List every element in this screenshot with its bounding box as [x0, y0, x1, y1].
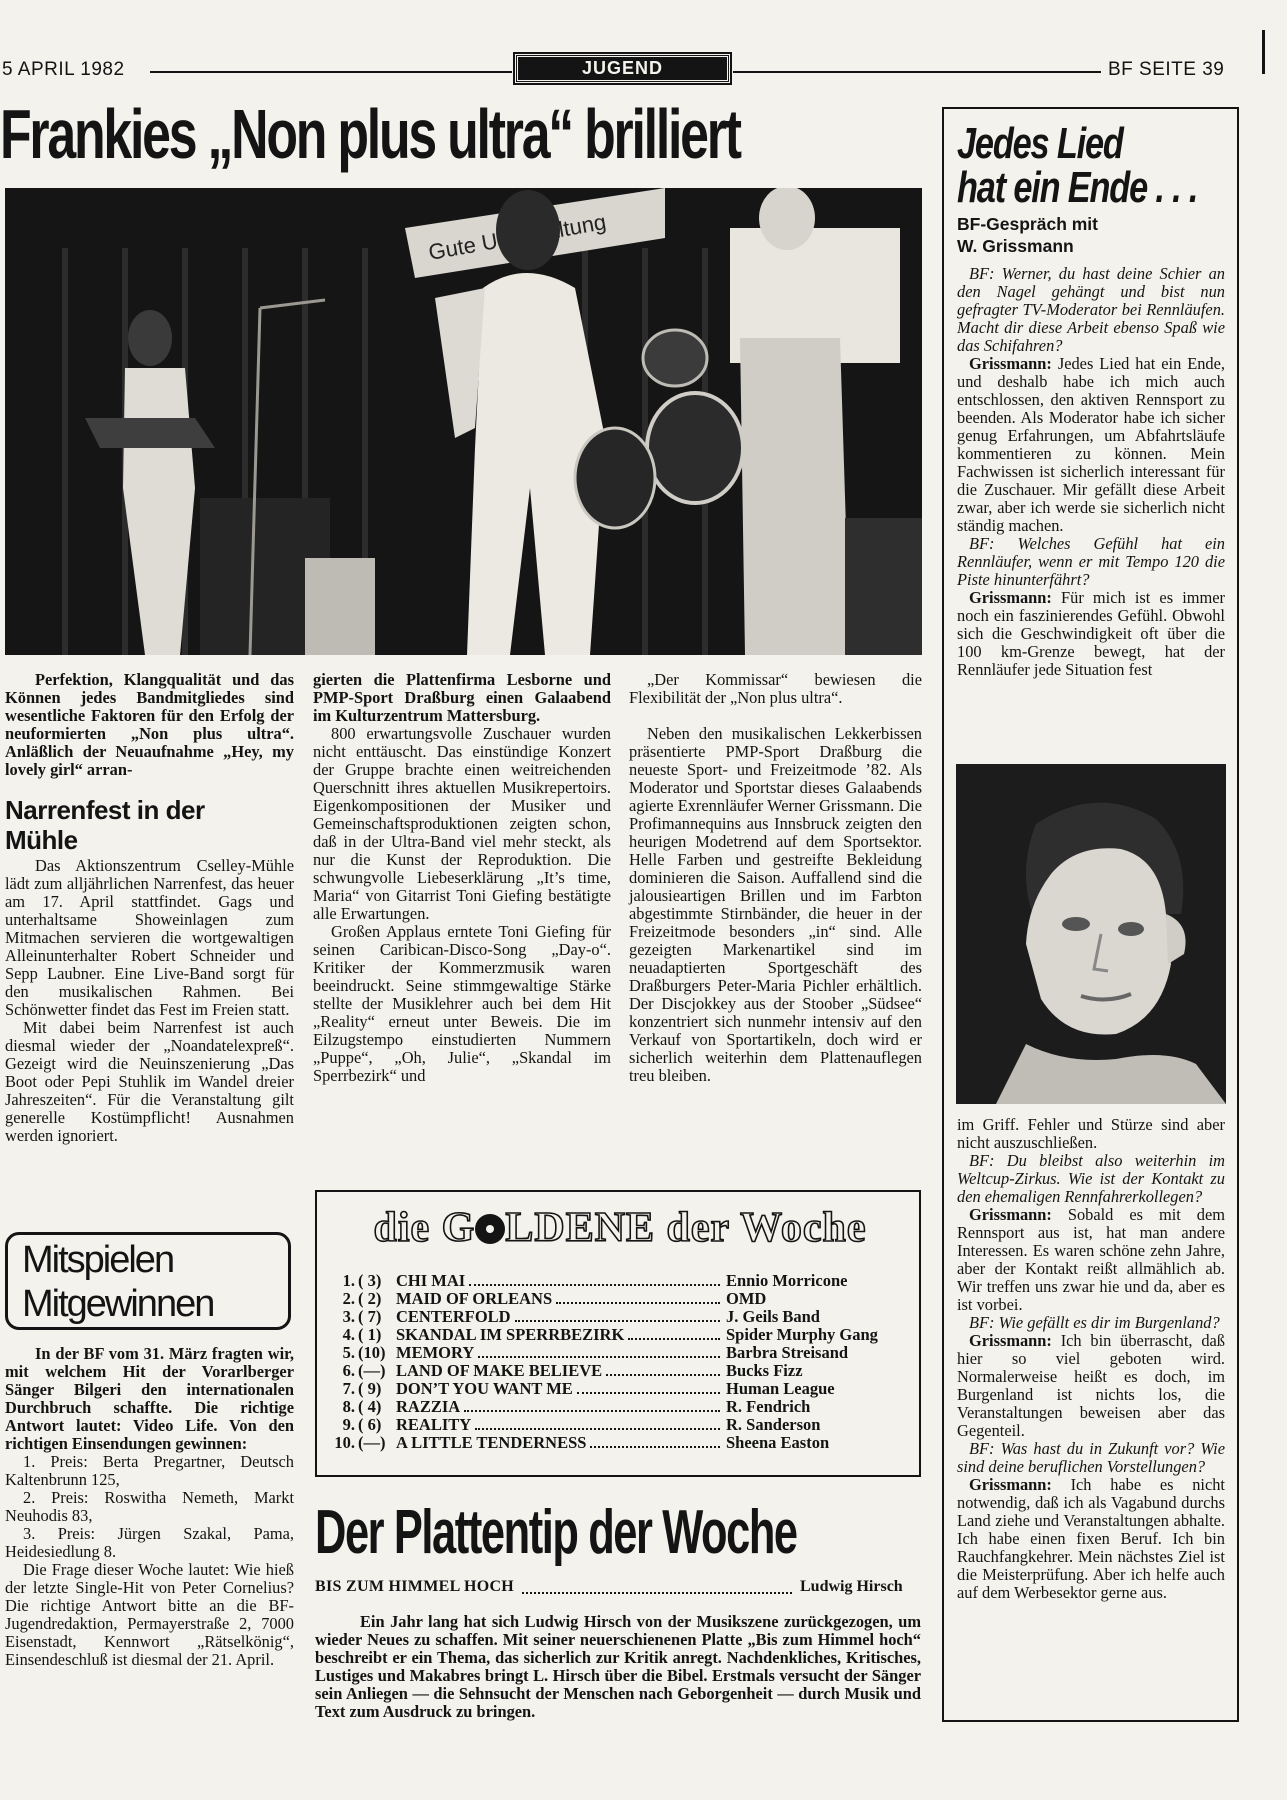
- article-col2: [313, 671, 611, 1085]
- headline: Frankies „Non plus ultra“ brilliert: [0, 95, 740, 173]
- chart-prev-rank: ( 9): [358, 1379, 382, 1398]
- chart-prev-rank: (10): [358, 1343, 386, 1362]
- header-date: 5 APRIL 1982: [2, 59, 125, 80]
- article-col2-p2: Großen Applaus erntete Toni Giefing für seinen Caribican-Disco-Song „Day-o“. Kritiker der Kommerzmusik waren beeindruckt. Seine stimmgewaltige Stärke stellte der Musiklehrer auch bei dem Hit „Reality“ erneut unter Beweis. Die im Eilzugstempo einstudierten Nummern „Puppe“, „Oh, Julie“, „Skandal im Sperrbezirk“ und: [313, 922, 611, 1085]
- chart-title: MEMORY: [396, 1343, 475, 1362]
- interview-a3-text: Sobald es mit dem Rennsport aus ist, hat man andere Interessen. Es waren schöne zehn Jahre, aber der Kontakt reißt allmählich ab. Wir treffen uns zwar hie und da, aber es ist vorbei.: [957, 1205, 1225, 1314]
- chart-rank: 3.: [342, 1307, 355, 1326]
- chart-leader-dots: [556, 1302, 720, 1304]
- contest-question: Die Frage dieser Woche lautet: Wie hieß der letzte Single-Hit von Peter Cornelius? Die richtige Antwort bitte an die BF-Jugendredaktion, Permayerstraße 2, 7000 Eisenstadt, Kennwort „Rätselkönig“, Einsendeschluß ist diesmal der 21. April.: [5, 1560, 294, 1669]
- article-col2-lead: gierten die Plattenfirma Lesborne und PMP-Sport Draßburg einen Galaabend im Kulturzentrum Mattersburg.: [313, 670, 611, 725]
- chart-prev-rank: (—): [358, 1361, 386, 1380]
- chart-artist: J. Geils Band: [726, 1307, 820, 1326]
- chart-leader-dots: [577, 1392, 720, 1394]
- chart-leader-dots: [475, 1428, 720, 1430]
- interview-a5-speaker: Grissmann:: [969, 1475, 1052, 1494]
- chart-artist: Spider Murphy Gang: [726, 1325, 878, 1344]
- chart-row: [331, 1398, 911, 1416]
- contest-intro: In der BF vom 31. März fragten wir, mit welchem Hit der Vorarlberger Sänger Bilgeri den internationalen Durchbruch schaffte. Die richtige Antwort lautet: Video Life. Von den richtigen Einsendungen gewinnen:: [5, 1344, 294, 1453]
- interview-a1-speaker: Grissmann:: [969, 354, 1052, 373]
- plattentip-text: Ein Jahr lang hat sich Ludwig Hirsch von der Musikszene zurückgezogen, um wieder Neues zu schaffen. Mit seiner neuerschienenen Platte „Bis zum Himmel hoch“ beschreibt er ein Thema, das sicherlich zur Kritik anregt. Nachdenkliches, Kritisches, Lustiges und Makabres bringt L. Hirsch über die Bibel. Erstmals versucht der Sänger sein Anliegen — die Sehnsucht der Menschen nach Geborgenheit — durch Musik und Text zum Ausdruck zu bringen.: [315, 1612, 921, 1721]
- interview-title-line1: Jedes Lied: [957, 119, 1123, 168]
- header-rule-left: [150, 71, 512, 73]
- interview-a4-text: Ich bin überrascht, daß hier so viel geboten wird. Normalerweise heißt es doch, im Burgenland ist nichts los, die Veranstaltungen beweisen aber das Gegenteil.: [957, 1331, 1225, 1440]
- interview-q2: BF: Welches Gefühl hat ein Rennläufer, wenn er mit Tempo 120 die Piste hinunterfährt?: [957, 534, 1225, 589]
- interview-text-top: [957, 265, 1225, 679]
- contest-title-box: [5, 1232, 291, 1330]
- article-col3: [629, 671, 922, 1085]
- interview-a5-text: Ich habe es nicht notwendig, daß ich als Vagabund durchs Land ziehe und Veranstaltungen abhalte. Ich habe einen fixen Beruf. Ich bin Rauchfangkehrer. Mein nächstes Ziel ist die Meisterprüfung. Aber ich helfe auch auf dem Werbesektor gerne aus.: [957, 1475, 1225, 1602]
- charts-list: [331, 1272, 911, 1452]
- interview-subtitle-line1: BF-Gespräch mit: [957, 214, 1098, 234]
- chart-title: REALITY: [396, 1415, 472, 1434]
- interview-q4: BF: Wie gefällt es dir im Burgenland?: [969, 1313, 1220, 1332]
- plattentip-title: Der Plattentip der Woche: [315, 1498, 797, 1567]
- plattentip-dots: [522, 1592, 792, 1594]
- interview-title-line2: hat ein Ende . . .: [957, 163, 1198, 212]
- interview-a4: [957, 1332, 1225, 1440]
- interview-a4-speaker: Grissmann:: [969, 1331, 1052, 1350]
- interview-a5: [957, 1476, 1225, 1602]
- article-col1-lead: Perfektion, Klangqualität und das Können jedes Bandmitgliedes sind wesentliche Faktoren für den Erfolg der neuformierten „Non plus ultra“. Anläßlich der Neuaufnahme „Hey, my lovely girl“ arran-: [5, 670, 294, 779]
- plattentip-artist: Ludwig Hirsch: [800, 1578, 903, 1595]
- chart-rank: 9.: [342, 1415, 355, 1434]
- article-col3-p2: Neben den musikalischen Lekkerbissen präsentierte PMP-Sport Draßburg die neueste Sport- und Freizeitmode ’82. Als Moderator und Sportstar dieses Galaabends agierte Exrennläufer Werner Grissmann. Die Profimannequins aus Innsbruck zeigten den heurigen Modetrend auf dem Sportsektor. Helle Farben und gestreifte Bekleidung dominieren die Saison. Auffallend sind die jalousieartigen Brillen und im Farbton abgestimmte Stirnbänder, die heuer in der Freizeitmode besonders „in“ sind. Alle gezeigten Markenartikel sind im neuadaptierten Sportgeschäft des Draßburgers Peter-Maria Pichler erhältlich. Der Discjokkey aus der Stoober „Südsee“ konzentriert sich nunmehr intensiv auf den Verkauf von Sportartikeln, doch wird er sicherlich weiterhin dem Plattenauflegen treu bleiben.: [629, 724, 922, 1085]
- chart-row: [331, 1308, 911, 1326]
- record-icon: [475, 1214, 505, 1244]
- interview-a2-text: Für mich ist es immer noch ein faszinierendes Gefühl. Obwohl sich die Geschwindigkeit oft über die 100 km-Grenze bewegt, hat der Rennläufer jede Situation fest: [957, 588, 1225, 679]
- interview-q1: BF: Werner, du hast deine Schier an den Nagel gehängt und bist nun gefragter TV-Moderator bei Rennläufen. Macht dir diese Arbeit ebenso Spaß wie das Schifahren?: [957, 264, 1225, 355]
- chart-artist: R. Fendrich: [726, 1397, 811, 1416]
- chart-title: CHI MAI: [396, 1271, 466, 1290]
- interview-q5: BF: Was hast du in Zukunft vor? Wie sind deine beruflichen Vorstellungen?: [957, 1439, 1225, 1476]
- contest-title-line2: Mitgewinnen: [22, 1283, 214, 1325]
- chart-leader-dots: [590, 1446, 720, 1448]
- chart-rank: 8.: [342, 1397, 355, 1416]
- chart-prev-rank: (—): [358, 1433, 386, 1452]
- chart-title: CENTERFOLD: [396, 1307, 511, 1326]
- chart-leader-dots: [478, 1356, 720, 1358]
- contest-prize3: 3. Preis: Jürgen Szakal, Pama, Heidesiedlung 8.: [5, 1524, 294, 1561]
- contest-prize2: 2. Preis: Roswitha Nemeth, Markt Neuhodis 83,: [5, 1488, 294, 1525]
- chart-rank: 4.: [342, 1325, 355, 1344]
- interview-subtitle-line2: W. Grissmann: [957, 236, 1074, 256]
- chart-row: [331, 1434, 911, 1452]
- grissmann-portrait: [956, 764, 1226, 1104]
- chart-row: [331, 1362, 911, 1380]
- chart-prev-rank: ( 1): [358, 1325, 382, 1344]
- chart-prev-rank: ( 7): [358, 1307, 382, 1326]
- chart-rank: 1.: [342, 1271, 355, 1290]
- chart-title: MAID OF ORLEANS: [396, 1289, 553, 1308]
- chart-title: SKANDAL IM SPERRBEZIRK: [396, 1325, 625, 1344]
- chart-artist: Ennio Morricone: [726, 1271, 848, 1290]
- chart-leader-dots: [464, 1410, 720, 1412]
- chart-row: [331, 1344, 911, 1362]
- charts-title-part1: die G: [373, 1205, 476, 1251]
- charts-box: [315, 1190, 921, 1477]
- interview-a2-cont: im Griff. Fehler und Stürze sind aber nicht auszuschließen.: [957, 1115, 1225, 1152]
- narrenfest-p1: Das Aktionszentrum Cselley-Mühle lädt zum alljährlichen Narrenfest, das heuer am 17. April stattfindet. Gags und unterhaltsame Showeinlagen zum Mitmachen servieren die wortgewaltigen Alleinunterhalter Robert Schneider und Sepp Laubner. Eine Live-Band sorgt für den musikalischen Rahmen. Bei Schönwetter findet das Fest im Freien statt.: [5, 856, 294, 1019]
- chart-leader-dots: [469, 1284, 720, 1286]
- interview-a1: [957, 355, 1225, 535]
- chart-rank: 6.: [342, 1361, 355, 1380]
- chart-artist: Bucks Fizz: [726, 1361, 803, 1380]
- chart-prev-rank: ( 6): [358, 1415, 382, 1434]
- chart-row: [331, 1290, 911, 1308]
- interview-a2-speaker: Grissmann:: [969, 588, 1052, 607]
- charts-title: [337, 1205, 903, 1251]
- interview-a1-text: Jedes Lied hat ein Ende, und deshalb habe ich mich auch entschlossen, den aktiven Rennsport zu beenden. Als Moderator habe ich sicher genug Erfahrungen, um Abfahrtsläufe kommentieren zu können. Mein Fachwissen ist sicherlich interessant für die Zuschauer. Mir gefällt diese Arbeit zwar, aber ich werde sie sicherlich nicht ständig machen.: [957, 354, 1225, 535]
- stage-banner-text: Gute: [426, 232, 478, 265]
- chart-row: [331, 1416, 911, 1434]
- narrenfest-p2: Mit dabei beim Narrenfest ist auch diesmal wieder der „Noandatelexpreß“. Gezeigt wird die Neuinszenierung „Das Boot oder Pepi Stuhlik im Wandel dreier Jahreszeiten“. Für die Veranstaltung gilt generelle Kostümpflicht! Ausnahmen werden ignoriert.: [5, 1018, 294, 1145]
- chart-title: A LITTLE TENDERNESS: [396, 1433, 587, 1452]
- page-edge-mark: [1262, 30, 1265, 74]
- contest-prize1: 1. Preis: Berta Pregartner, Deutsch Kaltenbrunn 125,: [5, 1452, 294, 1489]
- interview-q3: BF: Du bleibst also weiterhin im Weltcup-Zirkus. Wie ist der Kontakt zu den ehemaligen Rennfahrerkollegen?: [957, 1151, 1225, 1206]
- chart-artist: Barbra Streisand: [726, 1343, 849, 1362]
- chart-artist: Human League: [726, 1379, 835, 1398]
- header-rule-right: [733, 71, 1101, 73]
- chart-row: [331, 1380, 911, 1398]
- charts-title-part2: LDENE der Woche: [505, 1205, 867, 1251]
- interview-a3-speaker: Grissmann:: [969, 1205, 1052, 1224]
- chart-prev-rank: ( 4): [358, 1397, 382, 1416]
- chart-rank: 2.: [342, 1289, 355, 1308]
- article-col2-p1: 800 erwartungsvolle Zuschauer wurden nicht enttäuscht. Das einstündige Konzert der Gruppe brachte einen weitreichenden Querschnitt ihres aktuellen Musikrepertoirs. Eigenkompositionen der Musiker und Gemeinschaftsproduktionen zeigten schon, daß in der Ultra-Band viel mehr steckt, als nur die Kunst der Reproduktion. Die schwungvolle Liebeserklärung „It’s time, Maria“ von Gitarrist Toni Giefing bestätigte alle Erwartungen.: [313, 724, 611, 923]
- narrenfest-title: Narrenfest in der Mühle: [5, 795, 205, 855]
- contest-title-line1: Mitspielen: [22, 1239, 174, 1281]
- narrenfest-body: [5, 857, 294, 1145]
- concert-photo: [5, 188, 922, 655]
- chart-row: [331, 1272, 911, 1290]
- chart-rank: 5.: [342, 1343, 355, 1362]
- chart-title: RAZZIA: [396, 1397, 461, 1416]
- chart-rank: 7.: [342, 1379, 355, 1398]
- chart-leader-dots: [515, 1320, 720, 1322]
- section-label: JUGEND: [515, 54, 730, 83]
- chart-prev-rank: ( 2): [358, 1289, 382, 1308]
- chart-leader-dots: [606, 1374, 720, 1376]
- chart-rank: 10.: [334, 1433, 355, 1452]
- interview-a2: [957, 589, 1225, 679]
- header-page: BF SEITE 39: [1108, 59, 1225, 80]
- article-col3-p1: „Der Kommissar“ bewiesen die Flexibilität der „Non plus ultra“.: [629, 670, 922, 707]
- plattentip-album: BIS ZUM HIMMEL HOCH: [315, 1578, 515, 1595]
- interview-text-bottom: [957, 1116, 1225, 1602]
- chart-artist: R. Sanderson: [726, 1415, 821, 1434]
- chart-leader-dots: [628, 1338, 720, 1340]
- contest-body: [5, 1345, 294, 1669]
- chart-title: LAND OF MAKE BELIEVE: [396, 1361, 603, 1380]
- chart-artist: Sheena Easton: [726, 1433, 830, 1452]
- interview-a3: [957, 1206, 1225, 1314]
- chart-artist: OMD: [726, 1289, 767, 1308]
- chart-prev-rank: ( 3): [358, 1271, 382, 1290]
- chart-row: [331, 1326, 911, 1344]
- chart-title: DON’T YOU WANT ME: [396, 1379, 573, 1398]
